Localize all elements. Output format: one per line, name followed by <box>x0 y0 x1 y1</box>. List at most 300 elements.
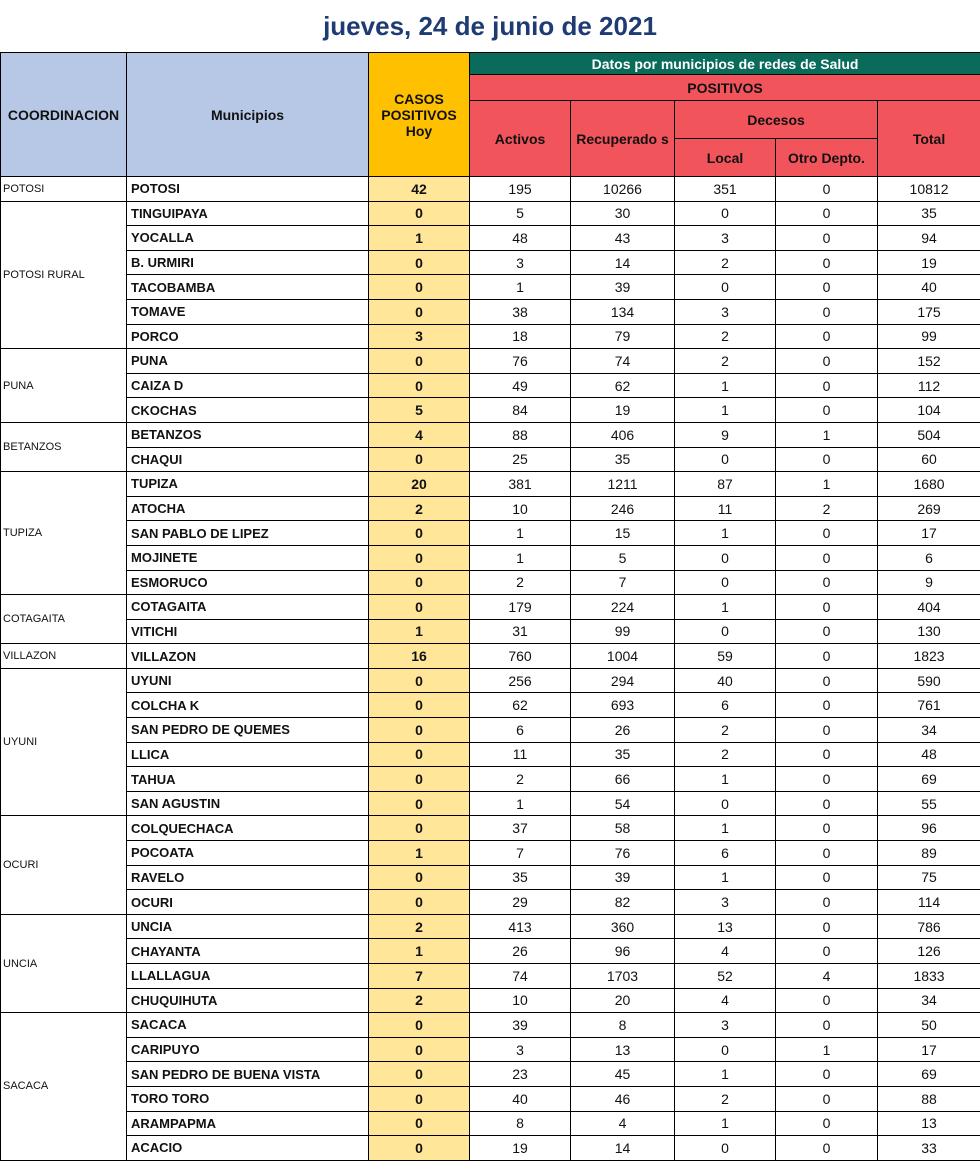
decesos-local-cell: 2 <box>675 742 776 767</box>
casos-hoy-cell: 0 <box>369 521 470 546</box>
total-cell: 1833 <box>878 964 980 989</box>
activos-cell: 6 <box>470 718 571 743</box>
municipio-cell: VILLAZON <box>127 644 369 669</box>
municipio-cell: SAN PEDRO DE BUENA VISTA <box>127 1062 369 1087</box>
activos-cell: 48 <box>470 226 571 251</box>
recuperados-cell: 8 <box>571 1013 675 1038</box>
total-cell: 40 <box>878 275 980 300</box>
decesos-otro-cell: 0 <box>776 816 878 841</box>
decesos-otro-cell: 0 <box>776 349 878 374</box>
recuperados-cell: 79 <box>571 324 675 349</box>
decesos-local-cell: 2 <box>675 349 776 374</box>
municipio-cell: LLALLAGUA <box>127 964 369 989</box>
casos-hoy-cell: 3 <box>369 324 470 349</box>
municipio-cell: COLCHA K <box>127 693 369 718</box>
casos-hoy-cell: 20 <box>369 472 470 497</box>
municipio-cell: POTOSI <box>127 177 369 202</box>
municipio-cell: TINGUIPAYA <box>127 201 369 226</box>
decesos-local-cell: 0 <box>675 1136 776 1161</box>
decesos-otro-cell: 0 <box>776 988 878 1013</box>
table-row <box>1 767 980 792</box>
municipio-cell: CARIPUYO <box>127 1037 369 1062</box>
decesos-local-cell: 0 <box>675 619 776 644</box>
recuperados-cell: 4 <box>571 1111 675 1136</box>
decesos-local-cell: 2 <box>675 1086 776 1111</box>
recuperados-cell: 35 <box>571 447 675 472</box>
casos-hoy-cell: 0 <box>369 1013 470 1038</box>
decesos-otro-cell: 0 <box>776 299 878 324</box>
casos-hoy-cell: 0 <box>369 1136 470 1161</box>
header-coordinacion: COORDINACION <box>1 53 127 177</box>
table-row <box>1 1086 980 1111</box>
decesos-otro-cell: 0 <box>776 226 878 251</box>
decesos-otro-cell: 0 <box>776 201 878 226</box>
total-cell: 19 <box>878 250 980 275</box>
header-decesos: Decesos <box>675 101 878 139</box>
total-cell: 88 <box>878 1086 980 1111</box>
municipio-cell: YOCALLA <box>127 226 369 251</box>
recuperados-cell: 7 <box>571 570 675 595</box>
decesos-otro-cell: 0 <box>776 1136 878 1161</box>
coordinacion-cell: UYUNI <box>1 668 127 816</box>
activos-cell: 88 <box>470 422 571 447</box>
header-otro-depto: Otro Depto. <box>776 139 878 177</box>
municipio-cell: TACOBAMBA <box>127 275 369 300</box>
decesos-local-cell: 1 <box>675 816 776 841</box>
total-cell: 17 <box>878 521 980 546</box>
municipio-cell: ATOCHA <box>127 496 369 521</box>
table-row <box>1 398 980 423</box>
table-row <box>1 496 980 521</box>
activos-cell: 381 <box>470 472 571 497</box>
total-cell: 94 <box>878 226 980 251</box>
table-row <box>1 939 980 964</box>
casos-hoy-cell: 0 <box>369 865 470 890</box>
table-row <box>1 422 980 447</box>
municipio-cell: SAN PABLO DE LIPEZ <box>127 521 369 546</box>
recuperados-cell: 14 <box>571 250 675 275</box>
recuperados-cell: 74 <box>571 349 675 374</box>
decesos-otro-cell: 0 <box>776 1062 878 1087</box>
recuperados-cell: 99 <box>571 619 675 644</box>
activos-cell: 3 <box>470 1037 571 1062</box>
decesos-otro-cell: 0 <box>776 644 878 669</box>
casos-hoy-cell: 2 <box>369 988 470 1013</box>
table-row <box>1 299 980 324</box>
total-cell: 99 <box>878 324 980 349</box>
recuperados-cell: 5 <box>571 545 675 570</box>
recuperados-cell: 1004 <box>571 644 675 669</box>
total-cell: 152 <box>878 349 980 374</box>
decesos-local-cell: 1 <box>675 1111 776 1136</box>
casos-hoy-cell: 1 <box>369 939 470 964</box>
activos-cell: 38 <box>470 299 571 324</box>
municipio-cell: CHUQUIHUTA <box>127 988 369 1013</box>
total-cell: 269 <box>878 496 980 521</box>
municipio-cell: SACACA <box>127 1013 369 1038</box>
municipio-cell: COLQUECHACA <box>127 816 369 841</box>
decesos-local-cell: 87 <box>675 472 776 497</box>
decesos-otro-cell: 0 <box>776 373 878 398</box>
decesos-otro-cell: 0 <box>776 177 878 202</box>
decesos-otro-cell: 0 <box>776 1111 878 1136</box>
activos-cell: 5 <box>470 201 571 226</box>
table-row <box>1 472 980 497</box>
decesos-local-cell: 0 <box>675 545 776 570</box>
casos-hoy-cell: 0 <box>369 250 470 275</box>
total-cell: 34 <box>878 718 980 743</box>
recuperados-cell: 360 <box>571 914 675 939</box>
activos-cell: 26 <box>470 939 571 964</box>
decesos-local-cell: 59 <box>675 644 776 669</box>
recuperados-cell: 43 <box>571 226 675 251</box>
activos-cell: 760 <box>470 644 571 669</box>
decesos-otro-cell: 0 <box>776 939 878 964</box>
table-row <box>1 349 980 374</box>
recuperados-cell: 693 <box>571 693 675 718</box>
activos-cell: 195 <box>470 177 571 202</box>
recuperados-cell: 10266 <box>571 177 675 202</box>
recuperados-cell: 35 <box>571 742 675 767</box>
activos-cell: 35 <box>470 865 571 890</box>
activos-cell: 39 <box>470 1013 571 1038</box>
table-row <box>1 570 980 595</box>
decesos-otro-cell: 1 <box>776 1037 878 1062</box>
decesos-otro-cell: 0 <box>776 570 878 595</box>
decesos-otro-cell: 0 <box>776 718 878 743</box>
activos-cell: 256 <box>470 668 571 693</box>
casos-hoy-cell: 0 <box>369 890 470 915</box>
decesos-local-cell: 4 <box>675 988 776 1013</box>
activos-cell: 74 <box>470 964 571 989</box>
activos-cell: 49 <box>470 373 571 398</box>
municipio-cell: LLICA <box>127 742 369 767</box>
table-row <box>1 816 980 841</box>
table-row <box>1 1013 980 1038</box>
casos-hoy-cell: 0 <box>369 570 470 595</box>
casos-hoy-cell: 0 <box>369 349 470 374</box>
recuperados-cell: 14 <box>571 1136 675 1161</box>
table-row <box>1 177 980 202</box>
header-municipios: Municipios <box>127 53 369 177</box>
casos-hoy-cell: 0 <box>369 668 470 693</box>
coordinacion-cell: POTOSI <box>1 177 127 202</box>
table-row <box>1 988 980 1013</box>
total-cell: 89 <box>878 841 980 866</box>
recuperados-cell: 82 <box>571 890 675 915</box>
table-row <box>1 693 980 718</box>
decesos-local-cell: 0 <box>675 1037 776 1062</box>
decesos-local-cell: 1 <box>675 521 776 546</box>
municipio-cell: SAN PEDRO DE QUEMES <box>127 718 369 743</box>
decesos-otro-cell: 0 <box>776 447 878 472</box>
activos-cell: 179 <box>470 595 571 620</box>
table-row <box>1 914 980 939</box>
activos-cell: 37 <box>470 816 571 841</box>
decesos-otro-cell: 0 <box>776 1013 878 1038</box>
casos-hoy-cell: 0 <box>369 545 470 570</box>
total-cell: 786 <box>878 914 980 939</box>
activos-cell: 31 <box>470 619 571 644</box>
casos-hoy-cell: 4 <box>369 422 470 447</box>
total-cell: 126 <box>878 939 980 964</box>
decesos-local-cell: 1 <box>675 373 776 398</box>
table-row <box>1 595 980 620</box>
decesos-otro-cell: 0 <box>776 521 878 546</box>
activos-cell: 2 <box>470 767 571 792</box>
recuperados-cell: 58 <box>571 816 675 841</box>
casos-hoy-cell: 0 <box>369 201 470 226</box>
total-cell: 69 <box>878 767 980 792</box>
total-cell: 35 <box>878 201 980 226</box>
decesos-local-cell: 9 <box>675 422 776 447</box>
casos-hoy-cell: 0 <box>369 299 470 324</box>
municipio-cell: COTAGAITA <box>127 595 369 620</box>
decesos-otro-cell: 0 <box>776 914 878 939</box>
table-row <box>1 250 980 275</box>
page-title: jueves, 24 de junio de 2021 <box>323 11 657 41</box>
total-cell: 1823 <box>878 644 980 669</box>
recuperados-cell: 66 <box>571 767 675 792</box>
recuperados-cell: 294 <box>571 668 675 693</box>
header-activos: Activos <box>470 101 571 177</box>
municipio-cell: TORO TORO <box>127 1086 369 1111</box>
casos-hoy-cell: 0 <box>369 1062 470 1087</box>
activos-cell: 40 <box>470 1086 571 1111</box>
coordinacion-cell: SACACA <box>1 1013 127 1161</box>
decesos-otro-cell: 0 <box>776 595 878 620</box>
total-cell: 504 <box>878 422 980 447</box>
municipio-cell: ACACIO <box>127 1136 369 1161</box>
coordinacion-cell: VILLAZON <box>1 644 127 669</box>
casos-hoy-cell: 0 <box>369 595 470 620</box>
municipio-cell: MOJINETE <box>127 545 369 570</box>
municipio-cell: TUPIZA <box>127 472 369 497</box>
decesos-local-cell: 351 <box>675 177 776 202</box>
municipio-cell: OCURI <box>127 890 369 915</box>
recuperados-cell: 26 <box>571 718 675 743</box>
table-row <box>1 964 980 989</box>
decesos-local-cell: 4 <box>675 939 776 964</box>
activos-cell: 62 <box>470 693 571 718</box>
decesos-otro-cell: 0 <box>776 250 878 275</box>
casos-hoy-cell: 0 <box>369 1086 470 1111</box>
header-total: Total <box>878 101 980 177</box>
decesos-local-cell: 0 <box>675 275 776 300</box>
decesos-otro-cell: 0 <box>776 791 878 816</box>
recuperados-cell: 1211 <box>571 472 675 497</box>
municipio-cell: RAVELO <box>127 865 369 890</box>
activos-cell: 7 <box>470 841 571 866</box>
casos-hoy-cell: 1 <box>369 619 470 644</box>
table-row <box>1 1062 980 1087</box>
recuperados-cell: 62 <box>571 373 675 398</box>
activos-cell: 84 <box>470 398 571 423</box>
table-row <box>1 841 980 866</box>
total-cell: 50 <box>878 1013 980 1038</box>
decesos-local-cell: 11 <box>675 496 776 521</box>
activos-cell: 10 <box>470 496 571 521</box>
total-cell: 96 <box>878 816 980 841</box>
table-row <box>1 742 980 767</box>
coordinacion-cell: BETANZOS <box>1 422 127 471</box>
total-cell: 112 <box>878 373 980 398</box>
recuperados-cell: 134 <box>571 299 675 324</box>
casos-hoy-cell: 0 <box>369 816 470 841</box>
header-positivos: POSITIVOS <box>470 75 980 101</box>
casos-hoy-cell: 0 <box>369 718 470 743</box>
total-cell: 60 <box>878 447 980 472</box>
decesos-otro-cell: 0 <box>776 1086 878 1111</box>
municipio-cell: VITICHI <box>127 619 369 644</box>
table-row <box>1 275 980 300</box>
table-body <box>1 177 980 1161</box>
decesos-local-cell: 40 <box>675 668 776 693</box>
decesos-otro-cell: 0 <box>776 865 878 890</box>
table-row <box>1 865 980 890</box>
decesos-local-cell: 3 <box>675 226 776 251</box>
municipio-cell: SAN AGUSTIN <box>127 791 369 816</box>
activos-cell: 23 <box>470 1062 571 1087</box>
decesos-local-cell: 1 <box>675 1062 776 1087</box>
decesos-local-cell: 0 <box>675 570 776 595</box>
header-casos-positivos: CASOS POSITIVOS Hoy <box>369 53 470 177</box>
casos-hoy-cell: 0 <box>369 1037 470 1062</box>
total-cell: 130 <box>878 619 980 644</box>
activos-cell: 1 <box>470 791 571 816</box>
decesos-otro-cell: 0 <box>776 841 878 866</box>
casos-hoy-cell: 0 <box>369 693 470 718</box>
activos-cell: 413 <box>470 914 571 939</box>
covid-cases-table <box>0 52 980 1161</box>
decesos-otro-cell: 1 <box>776 472 878 497</box>
total-cell: 104 <box>878 398 980 423</box>
recuperados-cell: 39 <box>571 275 675 300</box>
decesos-otro-cell: 1 <box>776 422 878 447</box>
total-cell: 590 <box>878 668 980 693</box>
municipio-cell: PORCO <box>127 324 369 349</box>
municipio-cell: ARAMPAPMA <box>127 1111 369 1136</box>
decesos-otro-cell: 0 <box>776 742 878 767</box>
total-cell: 9 <box>878 570 980 595</box>
coordinacion-cell: OCURI <box>1 816 127 914</box>
decesos-otro-cell: 0 <box>776 275 878 300</box>
decesos-otro-cell: 4 <box>776 964 878 989</box>
coordinacion-cell: COTAGAITA <box>1 595 127 644</box>
decesos-local-cell: 1 <box>675 398 776 423</box>
coordinacion-cell: PUNA <box>1 349 127 423</box>
casos-hoy-cell: 5 <box>369 398 470 423</box>
casos-hoy-cell: 0 <box>369 447 470 472</box>
decesos-local-cell: 2 <box>675 718 776 743</box>
total-cell: 17 <box>878 1037 980 1062</box>
table-row <box>1 619 980 644</box>
total-cell: 10812 <box>878 177 980 202</box>
recuperados-cell: 1703 <box>571 964 675 989</box>
decesos-local-cell: 13 <box>675 914 776 939</box>
decesos-local-cell: 6 <box>675 841 776 866</box>
decesos-local-cell: 3 <box>675 890 776 915</box>
activos-cell: 19 <box>470 1136 571 1161</box>
activos-cell: 18 <box>470 324 571 349</box>
decesos-local-cell: 1 <box>675 595 776 620</box>
decesos-local-cell: 52 <box>675 964 776 989</box>
municipio-cell: POCOATA <box>127 841 369 866</box>
municipio-cell: UNCIA <box>127 914 369 939</box>
recuperados-cell: 46 <box>571 1086 675 1111</box>
municipio-cell: CHAQUI <box>127 447 369 472</box>
recuperados-cell: 246 <box>571 496 675 521</box>
table-row <box>1 668 980 693</box>
casos-hoy-cell: 0 <box>369 275 470 300</box>
activos-cell: 76 <box>470 349 571 374</box>
activos-cell: 11 <box>470 742 571 767</box>
recuperados-cell: 54 <box>571 791 675 816</box>
decesos-local-cell: 0 <box>675 791 776 816</box>
total-cell: 55 <box>878 791 980 816</box>
table-row <box>1 324 980 349</box>
decesos-otro-cell: 0 <box>776 668 878 693</box>
activos-cell: 3 <box>470 250 571 275</box>
decesos-local-cell: 0 <box>675 447 776 472</box>
total-cell: 13 <box>878 1111 980 1136</box>
decesos-local-cell: 3 <box>675 1013 776 1038</box>
table-row <box>1 373 980 398</box>
municipio-cell: TAHUA <box>127 767 369 792</box>
decesos-otro-cell: 0 <box>776 693 878 718</box>
table-row <box>1 201 980 226</box>
decesos-otro-cell: 2 <box>776 496 878 521</box>
header-recuperados: Recuperado s <box>571 101 675 177</box>
recuperados-cell: 96 <box>571 939 675 964</box>
activos-cell: 1 <box>470 521 571 546</box>
total-cell: 761 <box>878 693 980 718</box>
coordinacion-cell: UNCIA <box>1 914 127 1012</box>
recuperados-cell: 19 <box>571 398 675 423</box>
casos-hoy-cell: 7 <box>369 964 470 989</box>
municipio-cell: CAIZA D <box>127 373 369 398</box>
decesos-local-cell: 1 <box>675 767 776 792</box>
total-cell: 175 <box>878 299 980 324</box>
recuperados-cell: 45 <box>571 1062 675 1087</box>
casos-hoy-cell: 1 <box>369 841 470 866</box>
total-cell: 1680 <box>878 472 980 497</box>
total-cell: 404 <box>878 595 980 620</box>
casos-hoy-cell: 42 <box>369 177 470 202</box>
recuperados-cell: 406 <box>571 422 675 447</box>
coordinacion-cell: POTOSI RURAL <box>1 201 127 349</box>
table-row <box>1 1111 980 1136</box>
table-row <box>1 890 980 915</box>
recuperados-cell: 13 <box>571 1037 675 1062</box>
municipio-cell: CHAYANTA <box>127 939 369 964</box>
recuperados-cell: 20 <box>571 988 675 1013</box>
decesos-otro-cell: 0 <box>776 619 878 644</box>
total-cell: 75 <box>878 865 980 890</box>
total-cell: 34 <box>878 988 980 1013</box>
decesos-otro-cell: 0 <box>776 398 878 423</box>
activos-cell: 25 <box>470 447 571 472</box>
municipio-cell: BETANZOS <box>127 422 369 447</box>
decesos-local-cell: 0 <box>675 201 776 226</box>
total-cell: 48 <box>878 742 980 767</box>
activos-cell: 8 <box>470 1111 571 1136</box>
recuperados-cell: 39 <box>571 865 675 890</box>
municipio-cell: B. URMIRI <box>127 250 369 275</box>
casos-hoy-cell: 0 <box>369 742 470 767</box>
total-cell: 114 <box>878 890 980 915</box>
casos-hoy-cell: 0 <box>369 373 470 398</box>
